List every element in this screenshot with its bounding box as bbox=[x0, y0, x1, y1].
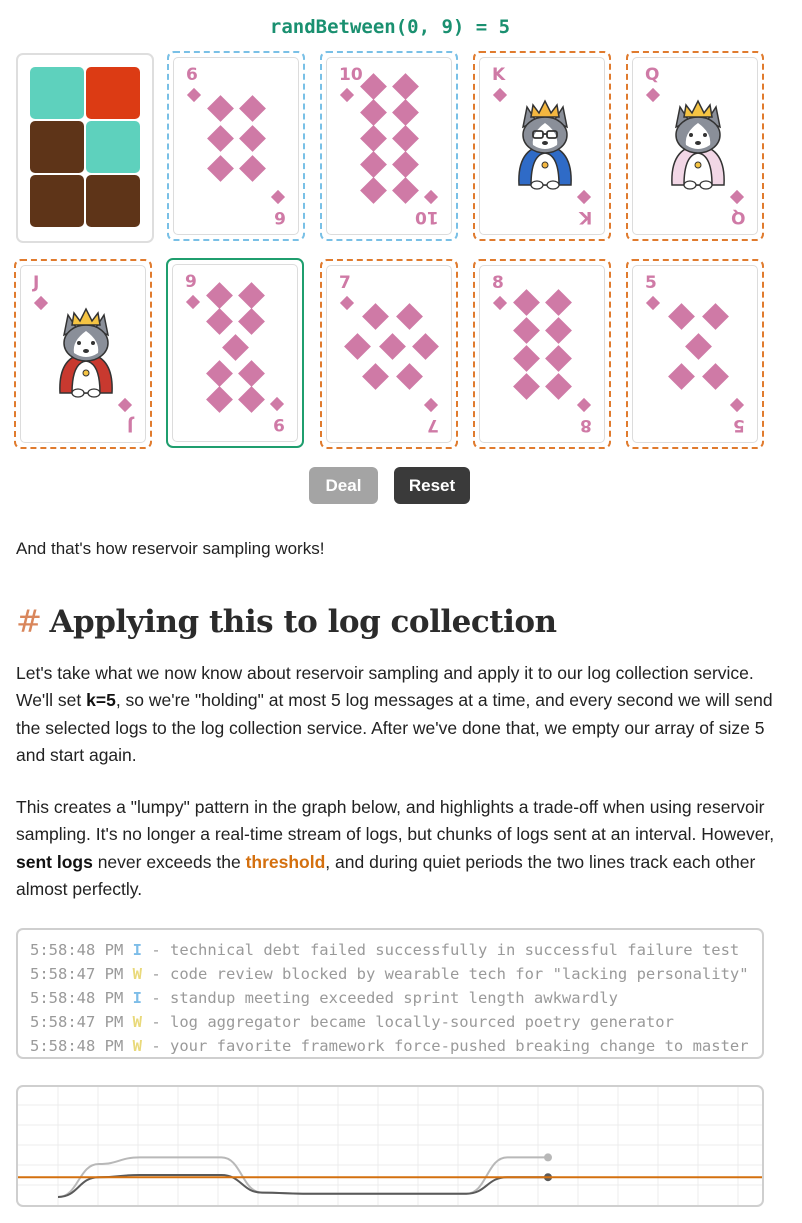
playing-card[interactable] bbox=[320, 259, 458, 449]
log-timestamp: 5:58:48 PM bbox=[30, 941, 133, 959]
playing-card[interactable] bbox=[473, 259, 611, 449]
husky-jack-icon bbox=[44, 301, 128, 401]
reservoir-swatch bbox=[30, 67, 84, 119]
log-message: - your favorite framework force-pushed breaking change to master bbox=[142, 1037, 749, 1055]
husky-king-icon bbox=[503, 93, 587, 193]
log-rate-chart bbox=[16, 1085, 764, 1207]
paragraph-2 bbox=[16, 794, 776, 903]
log-level-badge: W bbox=[132, 1013, 142, 1031]
p2-text-b: never exceeds the bbox=[92, 851, 246, 872]
husky-queen-icon bbox=[656, 93, 740, 193]
reservoir-swatch bbox=[30, 175, 84, 227]
playing-card[interactable] bbox=[626, 51, 764, 241]
heading-anchor-link[interactable]: # bbox=[16, 604, 42, 640]
deal-button[interactable]: Deal bbox=[309, 467, 378, 504]
log-timestamp: 5:58:47 PM bbox=[30, 965, 133, 983]
card-rank-inverted: 5 bbox=[733, 415, 745, 435]
playing-card[interactable] bbox=[167, 51, 305, 241]
card-rank-inverted: 6 bbox=[274, 207, 286, 227]
log-line bbox=[30, 962, 750, 986]
log-timestamp: 5:58:48 PM bbox=[30, 1037, 133, 1055]
chart-svg bbox=[18, 1087, 762, 1205]
card-rank-inverted: 7 bbox=[427, 415, 439, 435]
card-rank-inverted: K bbox=[578, 207, 592, 227]
reservoir-swatch bbox=[30, 121, 84, 173]
series-endpoint-total-logs bbox=[544, 1153, 552, 1161]
log-message: - technical debt failed successfully in successful failure test bbox=[142, 941, 740, 959]
rand-formula: randBetween(0, 9) = 5 bbox=[269, 16, 511, 38]
card-rank: J bbox=[33, 273, 40, 293]
card-rank: 9 bbox=[185, 272, 197, 292]
section-heading bbox=[16, 604, 557, 640]
p2-text-a: This creates a "lumpy" pattern in the graph below, and highlights a trade-off when using reservoir sampling. It's no longer a real-time stream of logs, but chunks of logs sent at an interval. However, bbox=[16, 797, 775, 845]
reservoir-card bbox=[16, 53, 154, 243]
card-rank: 8 bbox=[492, 273, 504, 293]
playing-card[interactable] bbox=[473, 51, 611, 241]
playing-card[interactable] bbox=[166, 258, 304, 448]
paragraph-1 bbox=[16, 660, 776, 769]
log-level-badge: I bbox=[132, 941, 142, 959]
log-message: - code review blocked by wearable tech for "lacking personality" bbox=[142, 965, 749, 983]
reservoir-swatch bbox=[86, 121, 140, 173]
reservoir-swatch bbox=[86, 175, 140, 227]
card-rank: 7 bbox=[339, 273, 351, 293]
card-rank: Q bbox=[645, 65, 660, 85]
series-line-sent-logs bbox=[58, 1175, 548, 1197]
log-timestamp: 5:58:48 PM bbox=[30, 989, 133, 1007]
threshold-label: threshold bbox=[245, 851, 326, 872]
sent-logs-label: sent logs bbox=[16, 851, 93, 872]
p1-text-a: Let's take what we now know about reservoir sampling and apply it to our log collection service. We'll set bbox=[16, 663, 754, 711]
card-rank-inverted: 8 bbox=[580, 415, 592, 435]
playing-card[interactable] bbox=[320, 51, 458, 241]
log-line bbox=[30, 1034, 750, 1058]
log-level-badge: W bbox=[132, 965, 142, 983]
p1-text-b: , so we're "holding" at most 5 log messages at a time, and every second we will send the selected logs to the log collection service. After we've done that, we empty our array of size 5 and start again. bbox=[16, 690, 773, 765]
card-rank: 10 bbox=[339, 65, 363, 85]
outro-text: And that's how reservoir sampling works! bbox=[16, 539, 325, 558]
p2-text-c: , and during quiet periods the two lines track each other almost perfectly. bbox=[16, 851, 756, 899]
reservoir-swatch bbox=[86, 67, 140, 119]
playing-card[interactable] bbox=[14, 259, 152, 449]
playing-card[interactable] bbox=[626, 259, 764, 449]
card-rank-inverted: J bbox=[126, 415, 133, 435]
section-title: Applying this to log collection bbox=[49, 604, 557, 640]
log-line bbox=[30, 1010, 750, 1034]
log-message: - standup meeting exceeded sprint length awkwardly bbox=[142, 989, 618, 1007]
k-value: k=5 bbox=[86, 690, 116, 711]
card-rank: 6 bbox=[186, 65, 198, 85]
card-rank-inverted: Q bbox=[730, 207, 745, 227]
card-rank-inverted: 9 bbox=[273, 414, 285, 434]
log-level-badge: I bbox=[132, 989, 142, 1007]
log-stream[interactable] bbox=[16, 928, 764, 1059]
log-timestamp: 5:58:47 PM bbox=[30, 1013, 133, 1031]
log-line bbox=[30, 986, 750, 1010]
log-message: - log aggregator became locally-sourced poetry generator bbox=[142, 1013, 674, 1031]
log-level-badge: W bbox=[132, 1037, 142, 1055]
card-rank: K bbox=[492, 65, 506, 85]
log-line bbox=[30, 938, 750, 962]
card-rank-inverted: 10 bbox=[415, 207, 439, 227]
reset-button[interactable]: Reset bbox=[394, 467, 470, 504]
card-rank: 5 bbox=[645, 273, 657, 293]
